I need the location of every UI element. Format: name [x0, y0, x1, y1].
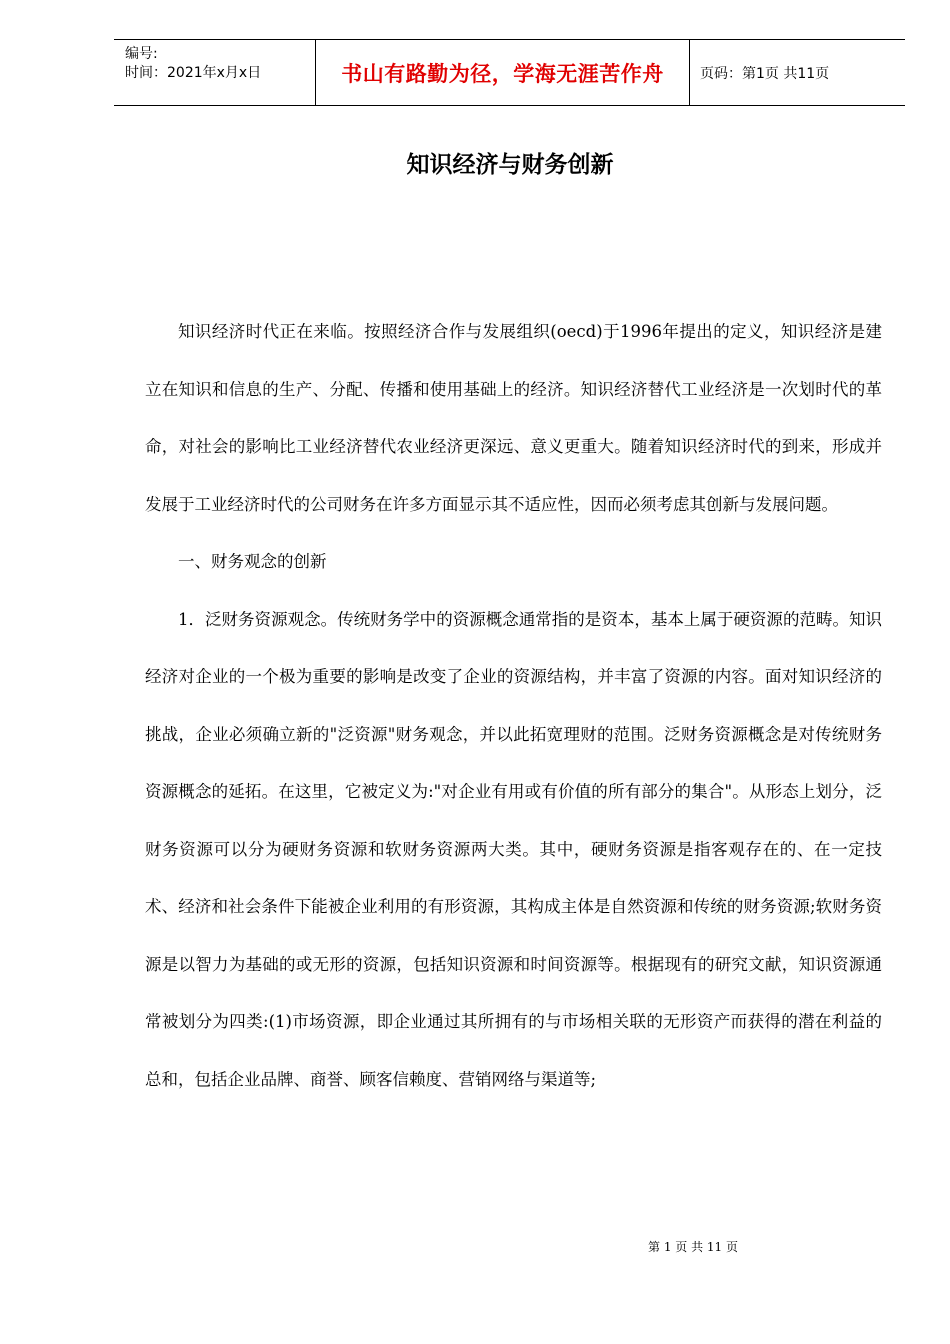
- document-body: [145, 303, 882, 1108]
- time-label: 时间：2021年x月x日: [125, 65, 262, 81]
- page-info: 页码：第1页 共11页: [700, 65, 830, 82]
- document-title: 知识经济与财务创新: [406, 152, 614, 178]
- page-footer: 第 1 页 共 11 页: [648, 1240, 738, 1254]
- motto: 书山有路勤为径，学海无涯苦作舟: [316, 40, 690, 105]
- serial-label: 编号:: [125, 46, 158, 62]
- header-meta-cell: [114, 40, 316, 105]
- section-heading: 一、财务观念的创新: [178, 552, 327, 571]
- header-table: [114, 39, 905, 106]
- paragraph-intro: 知识经济时代正在来临。按照经济合作与发展组织(oecd)于1996年提出的定义，知识经济是建立在知识和信息的生产、分配、传播和使用基础上的经济。知识经济替代工业经济是一次划时代的革命，对社会的影响比工业经济替代农业经济更深远、意义更重大。随着知识经济时代的到来，形成并发展于工业经济时代的公司财务在许多方面显示其不适应性，因而必须考虑其创新与发展问题。: [145, 322, 882, 514]
- paragraph-resources: 1．泛财务资源观念。传统财务学中的资源概念通常指的是资本，基本上属于硬资源的范畴。知识经济对企业的一个极为重要的影响是改变了企业的资源结构，并丰富了资源的内容。面对知识经济的挑战，企业必须确立新的"泛资源"财务观念，并以此拓宽理财的范围。泛财务资源概念是对传统财务资源概念的延拓。在这里，它被定义为:"对企业有用或有价值的所有部分的集合"。从形态上划分，泛财务资源可以分为硬财务资源和软财务资源两大类。其中，硬财务资源是指客观存在的、在一定技术、经济和社会条件下能被企业利用的有形资源，其构成主体是自然资源和传统的财务资源;软财务资源是以智力为基础的或无形的资源，包括知识资源和时间资源等。根据现有的研究文献，知识资源通常被划分为四类:(1)市场资源，即企业通过其所拥有的与市场相关联的无形资产而获得的潜在利益的总和，包括企业品牌、商誉、顾客信赖度、营销网络与渠道等;: [145, 609, 882, 1089]
